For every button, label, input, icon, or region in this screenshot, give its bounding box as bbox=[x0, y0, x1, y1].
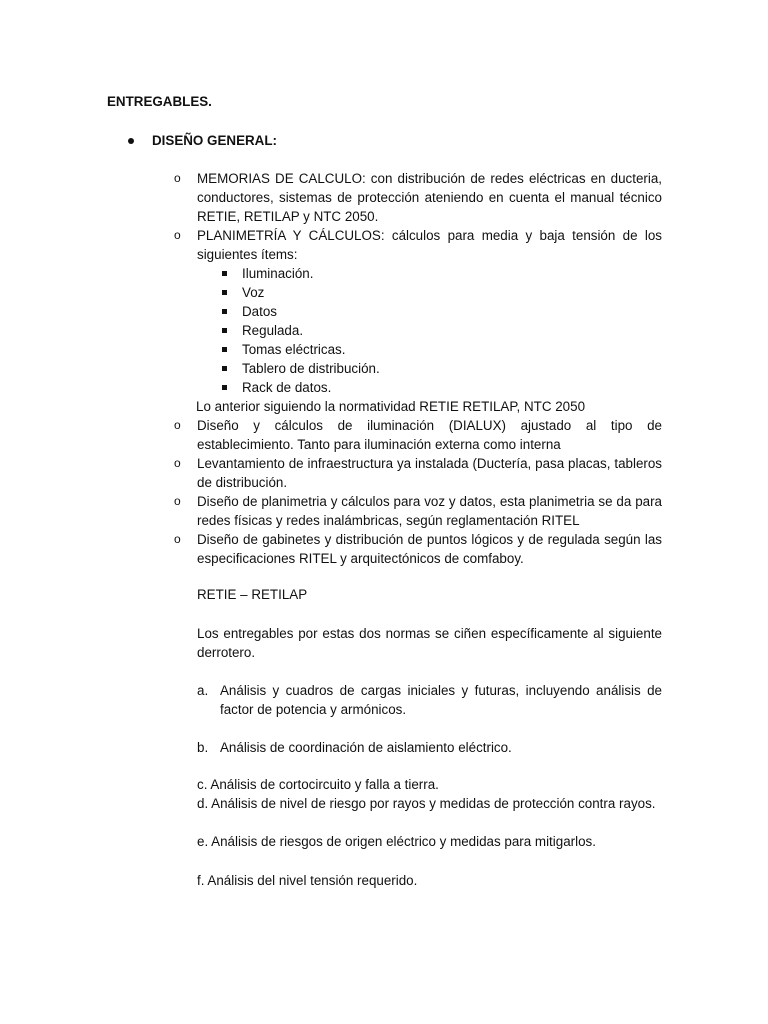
retie-item-e: e. Análisis de riesgos de origen eléctrico y medidas para mitigarlos. bbox=[197, 834, 596, 849]
list-item bbox=[174, 226, 662, 264]
alpha-item-text: Análisis y cuadros de cargas iniciales y futuras, incluyendo análisis de factor de potencia y armónicos. bbox=[220, 683, 662, 717]
alpha-marker: b. bbox=[197, 740, 209, 755]
sub-list-item bbox=[174, 340, 662, 359]
sub-list-item bbox=[174, 359, 662, 378]
section-title: DISEÑO GENERAL: bbox=[152, 133, 277, 148]
retie-item-a bbox=[197, 681, 662, 719]
alpha-list-item bbox=[197, 738, 662, 757]
list-item bbox=[174, 169, 662, 226]
sub-list-item bbox=[174, 378, 662, 397]
retie-item-f: f. Análisis del nivel tensión requerido. bbox=[197, 873, 418, 888]
list-item bbox=[174, 492, 662, 530]
list-item bbox=[174, 454, 662, 492]
list-item-text: PLANIMETRÍA Y CÁLCULOS: cálculos para media y baja tensión de los siguientes ítems: bbox=[197, 228, 662, 262]
circle-bullet-icon: o bbox=[174, 532, 181, 546]
circle-bullet-icon: o bbox=[174, 456, 181, 470]
retie-intro: Los entregables por estas dos normas se ciñen específicamente al siguiente derrotero. bbox=[197, 626, 662, 660]
square-bullet-icon bbox=[222, 385, 227, 390]
deliverables-list-top bbox=[174, 169, 662, 568]
circle-bullet-icon: o bbox=[174, 228, 181, 242]
list-item-text: Diseño y cálculos de iluminación (DIALUX) ajustado al tipo de establecimiento. Tanto para iluminación externa como interna bbox=[197, 418, 662, 452]
list-item-text: Diseño de gabinetes y distribución de puntos lógicos y de regulada según las especificaciones RITEL y arquitectónicos de comfaboy. bbox=[197, 532, 662, 566]
retie-item-d: d. Análisis de nivel de riesgo por rayos y medidas de protección contra rayos. bbox=[197, 796, 656, 811]
circle-bullet-icon: o bbox=[174, 171, 181, 185]
sub-items-list bbox=[174, 264, 662, 397]
alpha-item-text: Análisis de coordinación de aislamiento eléctrico. bbox=[220, 740, 512, 755]
sub-item-text: Tomas eléctricas. bbox=[242, 342, 346, 357]
list-item-text: Diseño de planimetria y cálculos para voz y datos, esta planimetria se da para redes físicas y redes inalámbricas, según reglamentación RITEL bbox=[197, 494, 662, 528]
sub-list-item bbox=[174, 283, 662, 302]
sub-list-item bbox=[174, 321, 662, 340]
square-bullet-icon bbox=[222, 290, 227, 295]
list-item bbox=[174, 416, 662, 454]
sub-item-text: Tablero de distribución. bbox=[242, 361, 380, 376]
alpha-list-item bbox=[197, 681, 662, 719]
square-bullet-icon bbox=[222, 347, 227, 352]
retie-item-c: c. Análisis de cortocircuito y falla a tierra. bbox=[197, 777, 439, 792]
sub-list-item bbox=[174, 302, 662, 321]
sub-item-text: Datos bbox=[242, 304, 277, 319]
sub-item-text: Rack de datos. bbox=[242, 380, 332, 395]
square-bullet-icon bbox=[222, 366, 227, 371]
sub-list-item bbox=[174, 264, 662, 283]
sub-item-text: Iluminación. bbox=[242, 266, 314, 281]
circle-bullet-icon: o bbox=[174, 418, 181, 432]
list-item bbox=[174, 530, 662, 568]
sub-item-text: Regulada. bbox=[242, 323, 304, 338]
square-bullet-icon bbox=[222, 309, 227, 314]
list-item-text: Levantamiento de infraestructura ya instalada (Ductería, pasa placas, tableros de distribución. bbox=[197, 456, 662, 490]
document-heading: ENTREGABLES. bbox=[107, 94, 212, 109]
retie-title: RETIE – RETILAP bbox=[197, 587, 308, 602]
bullet-dot-icon bbox=[128, 138, 134, 144]
list-item-text: MEMORIAS DE CALCULO: con distribución de redes eléctricas en ducteria, conductores, sistemas de protección ateniendo en cuenta el manual técnico RETIE, RETILAP y NTC 2050. bbox=[197, 171, 662, 224]
normativity-note: Lo anterior siguiendo la normatividad RETIE RETILAP, NTC 2050 bbox=[196, 399, 586, 414]
square-bullet-icon bbox=[222, 271, 227, 276]
sub-item-text: Voz bbox=[242, 285, 265, 300]
circle-bullet-icon: o bbox=[174, 494, 181, 508]
retie-item-b bbox=[197, 738, 662, 757]
alpha-marker: a. bbox=[197, 683, 209, 698]
square-bullet-icon bbox=[222, 328, 227, 333]
